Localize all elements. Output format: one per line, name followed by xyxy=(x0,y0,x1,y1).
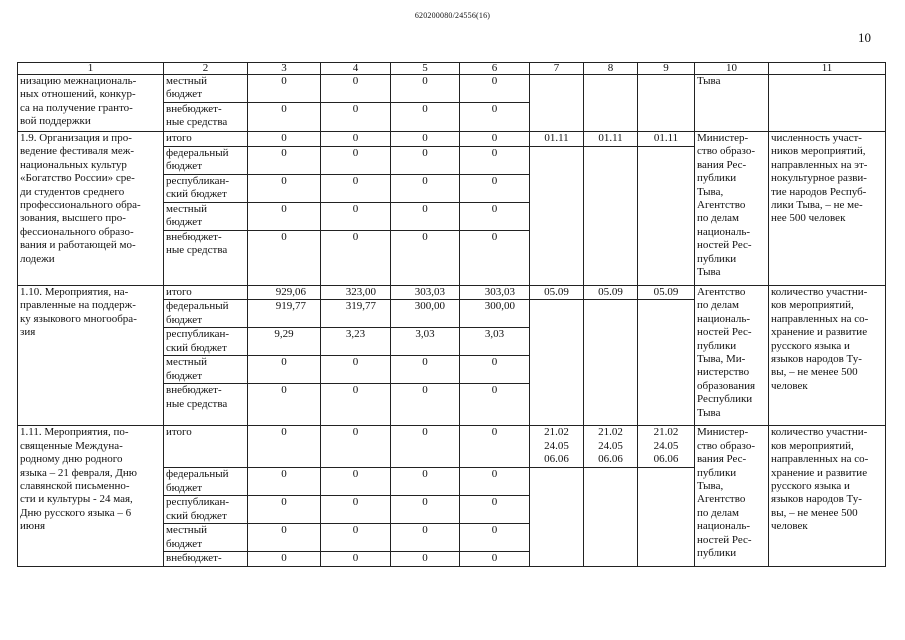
date-cell xyxy=(530,75,584,132)
amount-year-3: 0 xyxy=(460,75,530,103)
page-number: 10 xyxy=(858,30,871,45)
amount-year-1: 0 xyxy=(321,75,391,103)
date-cell xyxy=(530,300,584,426)
funding-source: итого xyxy=(164,286,248,300)
amount-year-3: 300,00 xyxy=(460,300,530,328)
amount-year-2: 0 xyxy=(391,103,460,132)
amount-year-3: 0 xyxy=(460,147,530,175)
expected-result: численность участ- ников мероприятий, направленных на эт- нокультурное разви- тие народов Респуб- лики Тыва, – не ме- нее 500 человек xyxy=(769,132,886,286)
amount-year-1: 0 xyxy=(321,147,391,175)
amount-year-1: 319,77 xyxy=(321,300,391,328)
funding-source: внебюджет- ные средства xyxy=(164,103,248,132)
funding-source: федеральный бюджет xyxy=(164,300,248,328)
amount-year-1: 0 xyxy=(321,384,391,426)
amount-year-1: 0 xyxy=(321,203,391,231)
amount-total: 0 xyxy=(248,132,321,147)
funding-source: внебюджет- xyxy=(164,552,248,566)
amount-year-2: 303,03 xyxy=(391,286,460,300)
date-cell xyxy=(584,75,638,132)
funding-source: республикан- ский бюджет xyxy=(164,175,248,203)
expected-result: количество участни- ков мероприятий, направленных на со- хранение и развитие русского языка и языков народов Ту- вы, – не менее 500 человек xyxy=(769,286,886,426)
amount-total: 0 xyxy=(248,552,321,566)
table-row xyxy=(18,132,886,147)
amount-year-2: 0 xyxy=(391,468,460,496)
amount-total: 0 xyxy=(248,524,321,552)
measure-title: 1.9. Организация и про- ведение фестиваля меж- национальных культур «Богатство России» сре- ди студентов среднего профессионального обра- зования, высшего про- фессионального образо- вания и работающей мо- лодежи xyxy=(18,132,164,286)
amount-year-2: 0 xyxy=(391,203,460,231)
date-cell: 01.11 xyxy=(584,132,638,147)
column-number: 6 xyxy=(460,63,530,75)
amount-year-1: 0 xyxy=(321,496,391,524)
amount-total: 0 xyxy=(248,384,321,426)
funding-source: местный бюджет xyxy=(164,524,248,552)
amount-year-3: 0 xyxy=(460,426,530,468)
amount-year-3: 0 xyxy=(460,496,530,524)
amount-year-3: 0 xyxy=(460,203,530,231)
amount-year-2: 0 xyxy=(391,552,460,566)
funding-source: республикан- ский бюджет xyxy=(164,328,248,356)
amount-total: 0 xyxy=(248,496,321,524)
funding-source: итого xyxy=(164,426,248,468)
amount-year-3: 0 xyxy=(460,103,530,132)
column-number: 3 xyxy=(248,63,321,75)
column-number: 2 xyxy=(164,63,248,75)
amount-total: 0 xyxy=(248,175,321,203)
amount-year-2: 0 xyxy=(391,132,460,147)
amount-total: 9,29 xyxy=(248,328,321,356)
amount-year-1: 0 xyxy=(321,468,391,496)
amount-year-1: 0 xyxy=(321,103,391,132)
funding-source: республикан- ский бюджет xyxy=(164,496,248,524)
amount-year-1: 3,23 xyxy=(321,328,391,356)
amount-year-3: 0 xyxy=(460,384,530,426)
column-number: 5 xyxy=(391,63,460,75)
amount-year-2: 0 xyxy=(391,147,460,175)
expected-result: количество участни- ков мероприятий, направленных на со- хранение и развитие русского языка и языков народов Ту- вы, – не менее 500 человек xyxy=(769,426,886,566)
expected-result xyxy=(769,75,886,132)
date-cell xyxy=(638,300,695,426)
amount-year-1: 0 xyxy=(321,231,391,286)
amount-year-1: 0 xyxy=(321,175,391,203)
funding-source: местный бюджет xyxy=(164,203,248,231)
date-cell xyxy=(638,147,695,286)
amount-year-2: 0 xyxy=(391,496,460,524)
amount-total: 0 xyxy=(248,468,321,496)
amount-year-2: 0 xyxy=(391,175,460,203)
table-row xyxy=(18,75,886,103)
amount-total: 0 xyxy=(248,231,321,286)
amount-year-1: 0 xyxy=(321,524,391,552)
funding-source: местный бюджет xyxy=(164,75,248,103)
amount-year-3: 0 xyxy=(460,175,530,203)
amount-year-2: 0 xyxy=(391,356,460,384)
column-number: 9 xyxy=(638,63,695,75)
funding-source: итого xyxy=(164,132,248,147)
amount-year-3: 0 xyxy=(460,552,530,566)
amount-year-1: 0 xyxy=(321,356,391,384)
funding-source: федеральный бюджет xyxy=(164,147,248,175)
amount-year-3: 0 xyxy=(460,231,530,286)
funding-source: местный бюджет xyxy=(164,356,248,384)
date-cell: 21.02 24.05 06.06 xyxy=(530,426,584,468)
amount-year-2: 300,00 xyxy=(391,300,460,328)
date-cell: 05.09 xyxy=(530,286,584,300)
measure-title: 1.10. Мероприятия, на- правленные на поддерж- ку языкового многообра- зия xyxy=(18,286,164,426)
executor: Министер- ство образо- вания Рес- публики Тыва, Агентство по делам националь- ностей Рес- публики Тыва xyxy=(695,132,769,286)
amount-year-2: 0 xyxy=(391,384,460,426)
amount-year-2: 0 xyxy=(391,75,460,103)
amount-year-3: 303,03 xyxy=(460,286,530,300)
funding-source: федеральный бюджет xyxy=(164,468,248,496)
funding-source: внебюджет- ные средства xyxy=(164,231,248,286)
amount-total: 0 xyxy=(248,203,321,231)
amount-year-2: 3,03 xyxy=(391,328,460,356)
amount-total: 0 xyxy=(248,147,321,175)
column-number-row xyxy=(18,63,886,75)
date-cell xyxy=(584,300,638,426)
column-number: 1 xyxy=(18,63,164,75)
date-cell xyxy=(638,468,695,566)
date-cell: 21.02 24.05 06.06 xyxy=(584,426,638,468)
amount-total: 0 xyxy=(248,75,321,103)
amount-total: 0 xyxy=(248,103,321,132)
column-number: 7 xyxy=(530,63,584,75)
date-cell: 01.11 xyxy=(638,132,695,147)
amount-year-2: 0 xyxy=(391,524,460,552)
amount-year-3: 3,03 xyxy=(460,328,530,356)
amount-year-2: 0 xyxy=(391,231,460,286)
funding-source: внебюджет- ные средства xyxy=(164,384,248,426)
amount-total: 919,77 xyxy=(248,300,321,328)
column-number: 4 xyxy=(321,63,391,75)
date-cell xyxy=(530,147,584,286)
date-cell xyxy=(530,468,584,566)
date-cell: 01.11 xyxy=(530,132,584,147)
program-table xyxy=(17,62,886,567)
amount-year-3: 0 xyxy=(460,524,530,552)
date-cell: 21.02 24.05 06.06 xyxy=(638,426,695,468)
table-row xyxy=(18,426,886,468)
column-number: 11 xyxy=(769,63,886,75)
amount-total: 0 xyxy=(248,356,321,384)
measure-title: низацию межнациональ- ных отношений, конкур- са на получение гранто- вой поддержки xyxy=(18,75,164,132)
amount-year-1: 323,00 xyxy=(321,286,391,300)
executor: Агентство по делам националь- ностей Рес- публики Тыва, Ми- нистерство образования Республики Тыва xyxy=(695,286,769,426)
amount-year-3: 0 xyxy=(460,132,530,147)
date-cell: 05.09 xyxy=(584,286,638,300)
amount-year-3: 0 xyxy=(460,356,530,384)
table-row xyxy=(18,286,886,300)
amount-year-1: 0 xyxy=(321,132,391,147)
measure-title: 1.11. Мероприятия, по- священные Междуна- родному дню родного языка – 21 февраля, Дню славянской письменно- сти и культуры - 24 мая, Дню русского языка – 6 июня xyxy=(18,426,164,566)
date-cell xyxy=(584,147,638,286)
date-cell: 05.09 xyxy=(638,286,695,300)
amount-total: 0 xyxy=(248,426,321,468)
column-number: 8 xyxy=(584,63,638,75)
amount-year-3: 0 xyxy=(460,468,530,496)
document-id: 620200080/24556(16) xyxy=(414,11,491,20)
amount-year-1: 0 xyxy=(321,426,391,468)
amount-year-1: 0 xyxy=(321,552,391,566)
executor: Тыва xyxy=(695,75,769,132)
amount-total: 929,06 xyxy=(248,286,321,300)
amount-year-2: 0 xyxy=(391,426,460,468)
date-cell xyxy=(584,468,638,566)
date-cell xyxy=(638,75,695,132)
executor: Министер- ство образо- вания Рес- публики Тыва, Агентство по делам националь- ностей Рес- публики xyxy=(695,426,769,566)
column-number: 10 xyxy=(695,63,769,75)
